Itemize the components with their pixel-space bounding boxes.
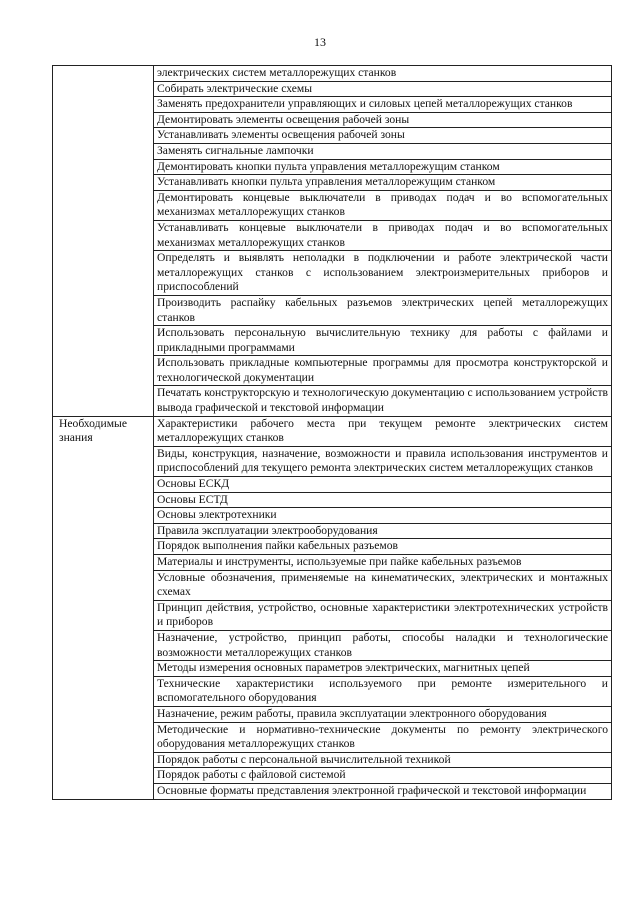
skills-item: Собирать электрические схемы [154, 81, 612, 97]
skills-item: Демонтировать элементы освещения рабочей зоны [154, 112, 612, 128]
skills-row [53, 66, 612, 82]
knowledge-label-cell [53, 416, 154, 799]
skills-item: Устанавливать элементы освещения рабочей зоны [154, 128, 612, 144]
knowledge-item: Основы электротехники [154, 508, 612, 524]
knowledge-item: Назначение, устройство, принцип работы, способы наладки и технологические возможности металлорежущих станков [154, 630, 612, 660]
knowledge-item: Порядок работы с файловой системой [154, 768, 612, 784]
skills-item: Устанавливать кнопки пульта управления металлорежущим станком [154, 175, 612, 191]
knowledge-item: Порядок выполнения пайки кабельных разъемов [154, 539, 612, 555]
knowledge-label: Необходимые знания [59, 416, 127, 445]
skills-item: Печатать конструкторскую и технологическую документацию с использованием устройств вывода графической и текстовой информации [154, 386, 612, 416]
knowledge-item: Виды, конструкция, назначение, возможности и правила использования инструментов и приспособлений для текущего ремонта электрических систем металлорежущих станков [154, 446, 612, 476]
table-body [53, 66, 612, 800]
competency-table [52, 65, 612, 800]
skills-item: Определять и выявлять неполадки в подключении и работе электрической части металлорежущих станков с использованием электроизмерительных приборов и приспособлений [154, 251, 612, 296]
knowledge-item: Материалы и инструменты, используемые при пайке кабельных разъемов [154, 555, 612, 571]
knowledge-item: Условные обозначения, применяемые на кинематических, электрических и монтажных схемах [154, 570, 612, 600]
skills-item: Использовать персональную вычислительную технику для работы с файлами и прикладными программами [154, 326, 612, 356]
skills-item: Заменять сигнальные лампочки [154, 143, 612, 159]
knowledge-item: Методы измерения основных параметров электрических, магнитных цепей [154, 661, 612, 677]
knowledge-item: Основы ЕСТД [154, 492, 612, 508]
knowledge-item: Назначение, режим работы, правила эксплуатации электронного оборудования [154, 706, 612, 722]
skills-item: Демонтировать концевые выключатели в приводах подач и во вспомогательных механизмах металлорежущих станков [154, 190, 612, 220]
skills-item: Использовать прикладные компьютерные программы для просмотра конструкторской и технологической документации [154, 356, 612, 386]
knowledge-item: Порядок работы с персональной вычислительной техникой [154, 752, 612, 768]
knowledge-item: Основные форматы представления электронной графической и текстовой информации [154, 783, 612, 799]
skills-label-cell [53, 66, 154, 417]
skills-item: Заменять предохранители управляющих и силовых цепей металлорежущих станков [154, 97, 612, 113]
knowledge-item: Правила эксплуатации электрооборудования [154, 523, 612, 539]
knowledge-row [53, 416, 612, 446]
knowledge-item: Методические и нормативно-технические документы по ремонту электрического оборудования металлорежущих станков [154, 722, 612, 752]
skills-item: Устанавливать концевые выключатели в приводах подач и во вспомогательных механизмах металлорежущих станков [154, 220, 612, 250]
skills-item: Демонтировать кнопки пульта управления металлорежущим станком [154, 159, 612, 175]
page-number: 13 [314, 35, 326, 49]
skills-item: Производить распайку кабельных разъемов электрических цепей металлорежущих станков [154, 295, 612, 325]
knowledge-item: Основы ЕСКД [154, 477, 612, 493]
knowledge-item: Технические характеристики используемого при ремонте измерительного и вспомогательного оборудования [154, 676, 612, 706]
knowledge-item: Характеристики рабочего места при текущем ремонте электрических систем металлорежущих станков [154, 416, 612, 446]
knowledge-item: Принцип действия, устройство, основные характеристики электротехнических устройств и приборов [154, 600, 612, 630]
skills-item: электрических систем металлорежущих станков [154, 66, 612, 82]
